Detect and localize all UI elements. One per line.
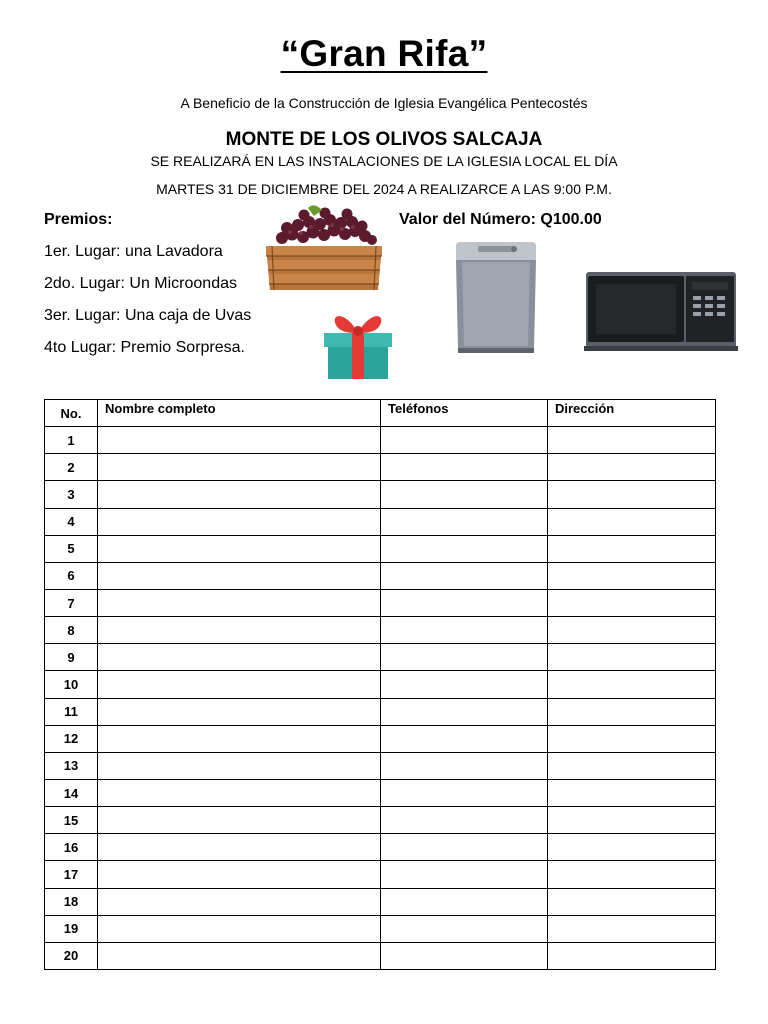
name-cell[interactable]: [98, 671, 381, 698]
table-row: [45, 807, 716, 834]
location-line: SE REALIZARÁ EN LAS INSTALACIONES DE LA IGLESIA LOCAL EL DÍA: [150, 153, 618, 169]
table-row: [45, 671, 716, 698]
row-number: 2: [45, 454, 98, 481]
phone-cell[interactable]: [381, 942, 548, 969]
address-cell[interactable]: [548, 888, 716, 915]
row-number: 16: [45, 834, 98, 861]
row-number: 13: [45, 752, 98, 779]
address-cell[interactable]: [548, 915, 716, 942]
table-row: [45, 454, 716, 481]
name-cell[interactable]: [98, 535, 381, 562]
table-header-row: [45, 400, 716, 427]
address-cell[interactable]: [548, 807, 716, 834]
name-cell[interactable]: [98, 888, 381, 915]
address-cell[interactable]: [548, 481, 716, 508]
table-row: [45, 779, 716, 806]
phone-cell[interactable]: [381, 779, 548, 806]
phone-cell[interactable]: [381, 807, 548, 834]
address-cell[interactable]: [548, 671, 716, 698]
name-cell[interactable]: [98, 807, 381, 834]
prize-4: 4to Lugar: Premio Sorpresa.: [44, 339, 245, 356]
phone-cell[interactable]: [381, 752, 548, 779]
phone-cell[interactable]: [381, 427, 548, 454]
name-cell[interactable]: [98, 752, 381, 779]
table-row: [45, 481, 716, 508]
address-cell[interactable]: [548, 427, 716, 454]
microwave-image: [580, 268, 740, 354]
address-cell[interactable]: [548, 861, 716, 888]
table-row: [45, 535, 716, 562]
name-cell[interactable]: [98, 454, 381, 481]
table-row: [45, 427, 716, 454]
table-row: [45, 617, 716, 644]
address-cell[interactable]: [548, 508, 716, 535]
phone-cell[interactable]: [381, 508, 548, 535]
address-cell[interactable]: [548, 834, 716, 861]
row-number: 12: [45, 725, 98, 752]
address-cell[interactable]: [548, 698, 716, 725]
address-cell[interactable]: [548, 617, 716, 644]
table-row: [45, 752, 716, 779]
prize-1: 1er. Lugar: una Lavadora: [44, 243, 223, 260]
row-number: 14: [45, 779, 98, 806]
header-address: Dirección: [548, 400, 716, 427]
table-row: [45, 861, 716, 888]
name-cell[interactable]: [98, 725, 381, 752]
phone-cell[interactable]: [381, 671, 548, 698]
table-row: [45, 888, 716, 915]
address-cell[interactable]: [548, 942, 716, 969]
table-row: [45, 698, 716, 725]
table-row: [45, 644, 716, 671]
address-cell[interactable]: [548, 779, 716, 806]
name-cell[interactable]: [98, 779, 381, 806]
benefit-line: A Beneficio de la Construcción de Iglesia Evangélica Pentecostés: [180, 95, 588, 111]
phone-cell[interactable]: [381, 535, 548, 562]
name-cell[interactable]: [98, 427, 381, 454]
phone-cell[interactable]: [381, 861, 548, 888]
phone-cell[interactable]: [381, 834, 548, 861]
row-number: 18: [45, 888, 98, 915]
row-number: 8: [45, 617, 98, 644]
name-cell[interactable]: [98, 698, 381, 725]
header-number: No.: [45, 400, 98, 427]
prize-3: 3er. Lugar: Una caja de Uvas: [44, 307, 252, 324]
name-cell[interactable]: [98, 589, 381, 616]
church-name: MONTE DE LOS OLIVOS SALCAJA: [225, 129, 543, 150]
grapes-crate-image: [262, 204, 388, 296]
name-cell[interactable]: [98, 562, 381, 589]
phone-cell[interactable]: [381, 915, 548, 942]
phone-cell[interactable]: [381, 454, 548, 481]
name-cell[interactable]: [98, 644, 381, 671]
row-number: 15: [45, 807, 98, 834]
header-full-name: Nombre completo: [98, 400, 381, 427]
table-row: [45, 589, 716, 616]
row-number: 4: [45, 508, 98, 535]
table-row: [45, 942, 716, 969]
name-cell[interactable]: [98, 617, 381, 644]
phone-cell[interactable]: [381, 725, 548, 752]
table-row: [45, 834, 716, 861]
name-cell[interactable]: [98, 942, 381, 969]
name-cell[interactable]: [98, 915, 381, 942]
washing-machine-image: [448, 238, 544, 356]
row-number: 5: [45, 535, 98, 562]
page-title: “Gran Rifa”: [280, 33, 488, 74]
address-cell[interactable]: [548, 562, 716, 589]
table-row: [45, 508, 716, 535]
prizes-heading: Premios:: [44, 211, 113, 228]
header-phones: Teléfonos: [381, 400, 548, 427]
table-row: [45, 915, 716, 942]
row-number: 17: [45, 861, 98, 888]
address-cell[interactable]: [548, 535, 716, 562]
row-number: 1: [45, 427, 98, 454]
gift-box-image: [318, 305, 398, 381]
participants-table: [44, 399, 716, 970]
address-cell[interactable]: [548, 725, 716, 752]
name-cell[interactable]: [98, 834, 381, 861]
phone-cell[interactable]: [381, 562, 548, 589]
name-cell[interactable]: [98, 861, 381, 888]
row-number: 19: [45, 915, 98, 942]
name-cell[interactable]: [98, 508, 381, 535]
phone-cell[interactable]: [381, 481, 548, 508]
table-row: [45, 725, 716, 752]
address-cell[interactable]: [548, 752, 716, 779]
row-number: 9: [45, 644, 98, 671]
row-number: 3: [45, 481, 98, 508]
row-number: 6: [45, 562, 98, 589]
date-line: MARTES 31 DE DICIEMBRE DEL 2024 A REALIZARCE A LAS 9:00 P.M.: [156, 181, 612, 197]
address-cell[interactable]: [548, 589, 716, 616]
prize-2: 2do. Lugar: Un Microondas: [44, 275, 237, 292]
phone-cell[interactable]: [381, 888, 548, 915]
ticket-price: Valor del Número: Q100.00: [399, 211, 602, 228]
phone-cell[interactable]: [381, 698, 548, 725]
phone-cell[interactable]: [381, 644, 548, 671]
name-cell[interactable]: [98, 481, 381, 508]
phone-cell[interactable]: [381, 589, 548, 616]
address-cell[interactable]: [548, 454, 716, 481]
row-number: 7: [45, 589, 98, 616]
row-number: 11: [45, 698, 98, 725]
address-cell[interactable]: [548, 644, 716, 671]
row-number: 10: [45, 671, 98, 698]
row-number: 20: [45, 942, 98, 969]
table-row: [45, 562, 716, 589]
phone-cell[interactable]: [381, 617, 548, 644]
